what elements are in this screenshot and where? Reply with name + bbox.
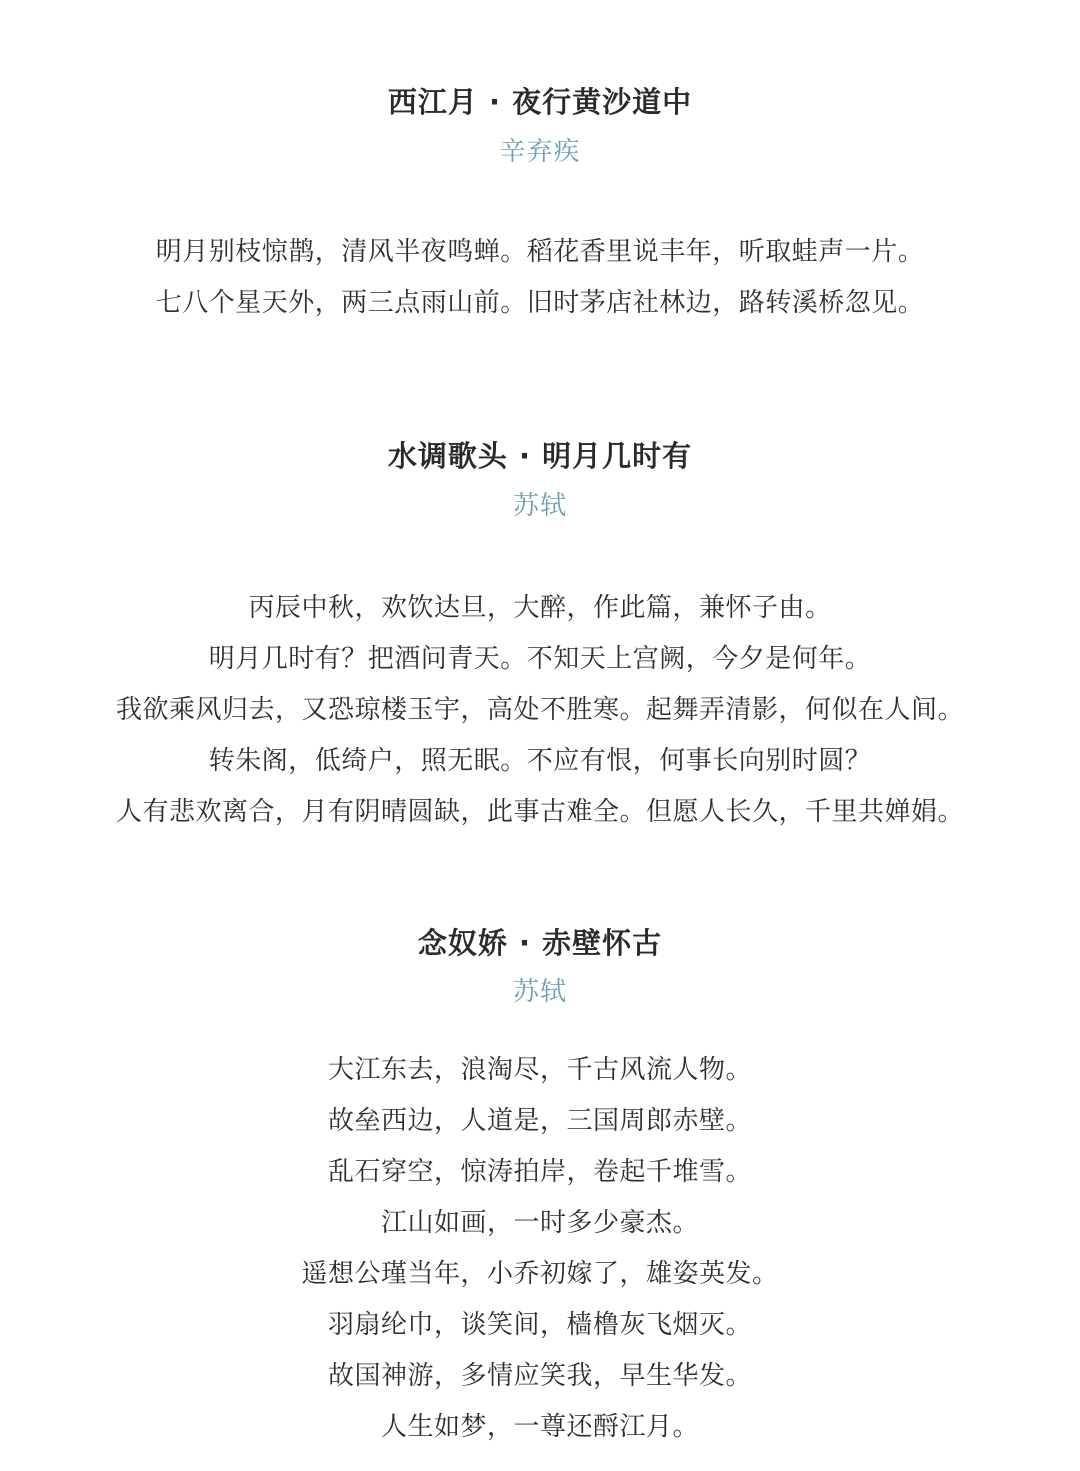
poem-title: 念奴娇 · 赤壁怀古 <box>417 926 663 960</box>
poem-line: 江山如画，一时多少豪杰。 <box>380 1208 699 1238</box>
poem-line: 乱石穿空，惊涛拍岸，卷起千堆雪。 <box>327 1157 752 1187</box>
poem-line: 人生如梦，一尊还酹江月。 <box>380 1412 699 1442</box>
poem-line: 大江东去，浪淘尽，千古风流人物。 <box>327 1055 752 1085</box>
poem-line: 故垒西边，人道是，三国周郎赤壁。 <box>327 1106 752 1136</box>
poem-title: 西江月 · 夜行黄沙道中 <box>387 85 693 119</box>
poem-line: 明月别枝惊鹊，清风半夜鸣蝉。稻花香里说丰年，听取蛙声一片。 <box>155 237 925 267</box>
poem-author: 辛弃疾 <box>499 137 581 167</box>
poem-author: 苏轼 <box>512 977 567 1007</box>
poem-line: 丙辰中秋，欢饮达旦，大醉，作此篇，兼怀子由。 <box>248 593 832 623</box>
poem-title: 水调歌头 · 明月几时有 <box>387 439 693 473</box>
poem-line: 故国神游，多情应笑我，早生华发。 <box>327 1361 752 1391</box>
poem-line: 我欲乘风归去，又恐琼楼玉宇，高处不胜寒。起舞弄清影，何似在人间。 <box>115 695 964 725</box>
poem-line: 七八个星天外，两三点雨山前。旧时茅店社林边，路转溪桥忽见。 <box>155 288 925 318</box>
poem-author: 苏轼 <box>512 491 567 521</box>
poem-line: 明月几时有？把酒问青天。不知天上宫阙，今夕是何年。 <box>208 644 872 674</box>
poem-line: 羽扇纶巾，谈笑间，樯橹灰飞烟灭。 <box>327 1310 752 1340</box>
poem-line: 人有悲欢离合，月有阴晴圆缺，此事古难全。但愿人长久，千里共婵娟。 <box>115 797 964 827</box>
poem-line: 遥想公瑾当年，小乔初嫁了，雄姿英发。 <box>301 1259 779 1289</box>
poem-line: 转朱阁，低绮户，照无眠。不应有恨，何事长向别时圆？ <box>208 746 872 776</box>
